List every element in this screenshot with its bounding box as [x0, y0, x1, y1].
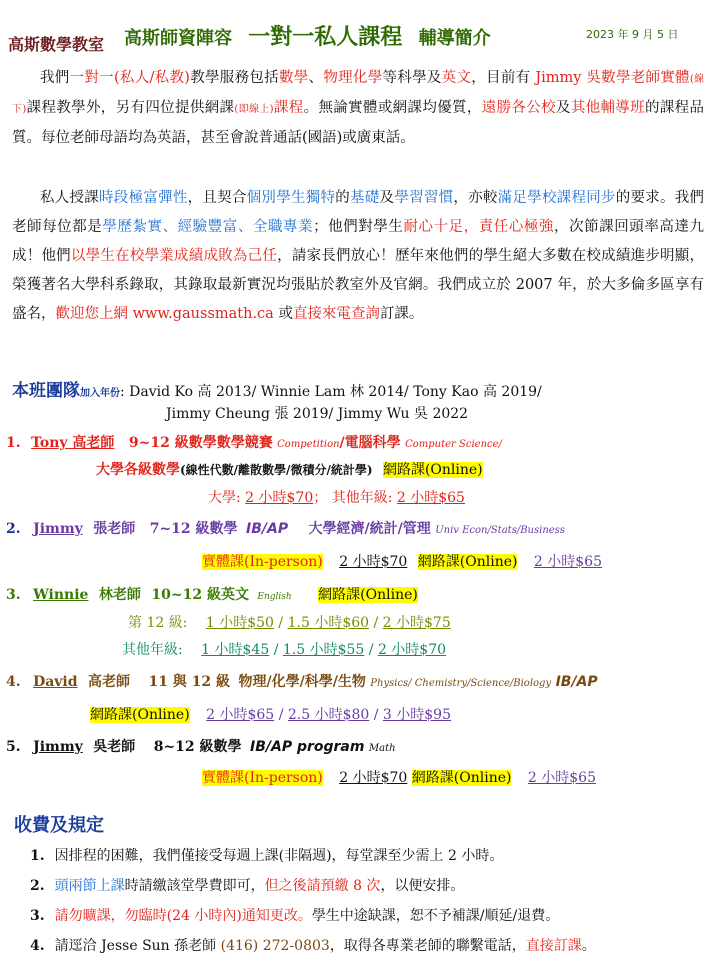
title-right: 輔導簡介 — [418, 28, 491, 49]
teacher-3-other-p2: 1.5 小時$55 — [282, 642, 365, 658]
teacher-2-subj-en: Univ Econ/Stats/Business — [435, 525, 565, 536]
intro-p1-segment: 實體 — [660, 70, 690, 86]
teacher-4-line-2: 網路課(Online) 2 小時$65 / 2.5 小時$80 / 3 小時$95 — [90, 707, 452, 723]
teacher-5-price-1: 2 小時$70 — [339, 770, 408, 786]
teacher-2-line-1 — [6, 518, 565, 538]
teacher-5-price-2: 2 小時$65 — [527, 770, 597, 786]
intro-paragraph-2 — [12, 184, 704, 329]
teacher-1-university: 大學各級數學 — [96, 462, 180, 478]
intro-p2-segment: 以學生在校學業成績成敗為己任 — [70, 248, 278, 264]
intro-p1-segment: Jimmy 吳數學老師 — [535, 70, 661, 86]
teacher-1-price-2: 2 小時$65 — [396, 490, 465, 506]
intro-p1-segment: 物理化學 — [323, 70, 383, 86]
teacher-1-prices — [208, 487, 465, 507]
teacher-4-p2: 2.5 小時$80 — [287, 707, 370, 723]
teacher-2-num: 2. — [6, 521, 21, 537]
intro-p2-segment: 的 — [335, 190, 351, 206]
intro-p2-segment: ；他們對學生 — [313, 219, 404, 235]
teacher-3-other-p3: 2 小時$70 — [377, 642, 447, 658]
teacher-5-num: 5. — [6, 739, 21, 755]
teacher-4-online: 網路課(Online) — [90, 707, 190, 723]
team-heading: 本班團隊 — [12, 381, 80, 401]
intro-p1-segment: 我們 — [40, 70, 70, 86]
teacher-2-price-2: 2 小時$65 — [533, 554, 603, 570]
teacher-1-line-1 — [6, 432, 502, 452]
intro-p2-segment: 直接來電查詢 — [292, 306, 380, 322]
intro-p2-segment: 個別學生獨特 — [246, 190, 336, 206]
fee-rule-item — [30, 905, 559, 925]
intro-p2-segment: ，且契合 — [187, 190, 247, 206]
team-heading-sub: 加入年份 — [80, 388, 120, 399]
teacher-1-num: 1. — [6, 435, 21, 451]
teacher-4-subj-en: Physics/ Chemistry/Science/Biology — [370, 678, 552, 689]
teacher-5-name-en: Jimmy — [33, 739, 83, 755]
fee-rule-segment: 直接訂課 — [525, 938, 582, 954]
teacher-1-comp: Competition — [277, 439, 340, 450]
page-title — [124, 20, 491, 51]
teacher-3-eng: English — [257, 592, 292, 602]
teacher-4-line-1 — [6, 671, 598, 691]
fee-rule-segment: 但之後請預繳 8 次 — [264, 878, 381, 894]
date: 2023 年 9 月 5 日 — [586, 28, 679, 41]
intro-p1-segment: 數學 — [278, 70, 309, 86]
intro-p2-segment: ，亦較 — [453, 190, 498, 206]
intro-p1-segment: 課程教學外，另有四位提供網課 — [26, 100, 235, 116]
logo-text: 高斯數學教室 — [8, 35, 105, 54]
fee-rule-segment: 頭兩節上課 — [54, 878, 125, 894]
fee-rule-item — [30, 875, 464, 895]
teacher-2-price-1: 2 小時$70 — [339, 554, 408, 570]
intro-p2-segment: 及 — [379, 190, 395, 206]
intro-p2-segment: 耐心十足，責任心極強 — [403, 219, 555, 235]
teacher-4-ibap: IB/AP — [555, 674, 598, 690]
teacher-1-name: Tony 高老師 — [31, 435, 115, 451]
intro-p1-segment: 等科學及 — [382, 70, 442, 86]
fee-rule-item — [30, 845, 503, 865]
title-left: 高斯師資陣容 — [124, 28, 232, 49]
intro-p1-segment: 遠勝各公校 — [481, 100, 556, 116]
intro-p1-segment: (線下) — [12, 74, 705, 115]
teacher-4-name-zh: 高老師 — [88, 674, 130, 690]
teacher-3-g12-p3: 2 小時$75 — [382, 615, 451, 631]
teacher-1-price-sep: ； 其他年級: — [313, 490, 397, 506]
intro-p1-segment: 。無論實體或網課均優質， — [303, 100, 482, 116]
intro-p1-segment: (即線上) — [234, 104, 274, 115]
intro-p2-segment: 學習習慣 — [394, 190, 454, 206]
fee-rule-number: 4. — [30, 938, 45, 954]
intro-p1-segment: 、 — [308, 70, 324, 86]
teacher-1-price-1: 2 小時$70 — [245, 490, 314, 506]
teacher-2-name-en: Jimmy — [33, 521, 83, 537]
fee-rule-segment: ，取得各專業老師的聯繫電話， — [329, 938, 526, 954]
intro-p2-segment: 歡迎您上網 — [55, 306, 128, 322]
teacher-4-grades: 11 與 12 級 — [148, 674, 231, 690]
teacher-3-name-en: Winnie — [33, 587, 89, 603]
team-line-2: Jimmy Cheung 張 2019/ Jimmy Wu 吳 2022 — [166, 406, 469, 422]
fee-rule-segment: 時請繳該堂學費即可， — [124, 878, 265, 894]
fee-rule-segment: 。 — [581, 938, 596, 954]
teacher-3-grade12: 第 12 級: 1 小時$50 / 1.5 小時$60 / 2 小時$75 — [128, 615, 451, 631]
teacher-4-subj: 物理/化學/科學/生物 — [238, 674, 366, 690]
intro-p2-segment: 或 — [278, 306, 293, 322]
teacher-1-cs: /電腦科學 — [339, 435, 401, 451]
teacher-1-grades: 9~12 級數學數學競賽 — [128, 435, 273, 451]
teacher-3-g12-label: 第 12 級: — [128, 615, 188, 631]
intro-p2-segment: 滿足學校課程同步 — [497, 190, 616, 206]
logo — [8, 32, 104, 55]
teacher-3-g12-p2: 1.5 小時$60 — [287, 615, 370, 631]
teacher-2-subj: 大學經濟/統計/管理 — [308, 521, 431, 537]
teacher-5-line-1 — [6, 736, 396, 756]
teacher-1-online: 網路課(Online) — [382, 462, 483, 478]
fee-rule-segment: 請逕洽 Jesse Sun 孫老師 — [54, 938, 221, 954]
teacher-2-online: 網路課(Online) — [417, 554, 518, 570]
teacher-1-university-detail: (線性代數/離散數學/微積分/統計學) — [180, 463, 373, 477]
intro-p2-segment: 時段極富彈性 — [99, 190, 188, 206]
fee-rule-item — [30, 935, 596, 955]
fee-rule-segment: (416) 272-0803 — [220, 938, 330, 954]
teacher-3-grades: 10~12 級英文 — [151, 587, 249, 603]
fee-rule-segment: 因排程的困難，我們僅接受每週上課(非隔週)，每堂課至少需上 2 小時。 — [54, 848, 504, 864]
teacher-2-grades: 7~12 級數學 — [149, 521, 238, 537]
intro-p1-segment: 教學服務包括 — [189, 70, 279, 86]
teacher-1-price-label: 大學: — [208, 490, 246, 506]
fee-rule-segment: ，以便安排。 — [380, 878, 465, 894]
title-main: 一對一私人課程 — [248, 24, 403, 50]
teacher-5-line-2 — [202, 767, 596, 787]
teacher-5-name-zh: 吳老師 — [93, 739, 136, 755]
intro-p1-segment: 及 — [555, 100, 571, 116]
intro-p2-segment: www.gaussmath.ca — [128, 306, 279, 322]
intro-p1-segment: (私人/私教) — [113, 70, 190, 86]
teacher-3-other: 其他年級: 1 小時$45 / 1.5 小時$55 / 2 小時$70 — [122, 642, 447, 658]
intro-p1-segment: 英文 — [441, 70, 472, 86]
fee-rule-number: 2. — [30, 878, 45, 894]
teacher-4-p3: 3 小時$95 — [382, 707, 452, 723]
intro-p1-segment: 一對一 — [69, 70, 114, 86]
intro-p2-segment: 基礎 — [350, 190, 380, 206]
intro-p2-segment: 訂課。 — [379, 306, 424, 322]
intro-p2-segment: 的要求。我們老師每位都是 — [12, 190, 705, 235]
fee-rule-segment: 學生中途缺課，恕不予補課/順延/退費。 — [311, 908, 560, 924]
team-members-1: : David Ko 高 2013/ Winnie Lam 林 2014/ Tony Kao 高 2019/ — [120, 384, 542, 400]
fee-rule-segment: 請勿曠課，勿臨時(24 小時內)通知更改。 — [54, 908, 312, 924]
teacher-4-num: 4. — [6, 674, 21, 690]
teacher-2-name-zh: 張老師 — [93, 521, 136, 537]
intro-p2-segment: 私人授課 — [40, 190, 100, 206]
teacher-4-p1: 2 小時$65 — [206, 707, 275, 723]
teacher-1-line-2 — [96, 459, 483, 479]
fee-rule-number: 3. — [30, 908, 45, 924]
intro-p2-segment: ，次節課回頭率高達九成！他們 — [12, 219, 705, 264]
intro-p1-segment: 其他輔導班 — [570, 100, 645, 116]
teacher-5-math: Math — [368, 743, 396, 754]
intro-paragraph-1 — [12, 64, 704, 153]
intro-p2-segment: ，請家長們放心！歷年來他們的學生絕大多數在校成績進步明顯，榮獲著名大學科系錄取，其錄取最新實況均張貼於教室外及官網。我們成立於 2007 年，於大多倫多區享有盛名， — [12, 248, 705, 322]
teacher-2-line-2 — [202, 551, 602, 571]
teacher-1-cs-en: Computer Science/ — [405, 439, 502, 450]
teacher-5-program: IB/AP program — [249, 739, 365, 755]
teacher-4-name-en: David — [33, 674, 78, 690]
teacher-2-inperson: 實體課(In-person) — [202, 554, 323, 570]
teacher-5-grades: 8~12 級數學 — [153, 739, 242, 755]
fee-rule-number: 1. — [30, 848, 45, 864]
teacher-5-inperson: 實體課(In-person) — [202, 770, 323, 786]
intro-p1-segment: 課程 — [273, 100, 304, 116]
teacher-3-line-1 — [6, 584, 418, 604]
teacher-3-online: 網路課(Online) — [318, 587, 418, 603]
teacher-5-online: 網路課(Online) — [411, 770, 512, 786]
teacher-3-other-p1: 1 小時$45 — [201, 642, 270, 658]
teacher-3-other-label: 其他年級: — [122, 642, 183, 658]
intro-p2-segment: 學歷紮實、經驗豐富、全職專業 — [102, 219, 314, 235]
teacher-2-ibap: IB/AP — [245, 521, 289, 537]
teacher-3-name-zh: 林老師 — [98, 587, 141, 603]
teacher-3-num: 3. — [6, 587, 21, 603]
team-line-1 — [12, 376, 542, 401]
intro-p1-segment: ，目前有 — [471, 70, 536, 86]
intro-p1-segment: 的課程品質。每位老師母語均為英語，甚至會說普通話(國語)或廣東話。 — [12, 100, 705, 146]
fees-heading: 收費及規定 — [14, 815, 104, 836]
teacher-3-g12-p1: 1 小時$50 — [205, 615, 274, 631]
